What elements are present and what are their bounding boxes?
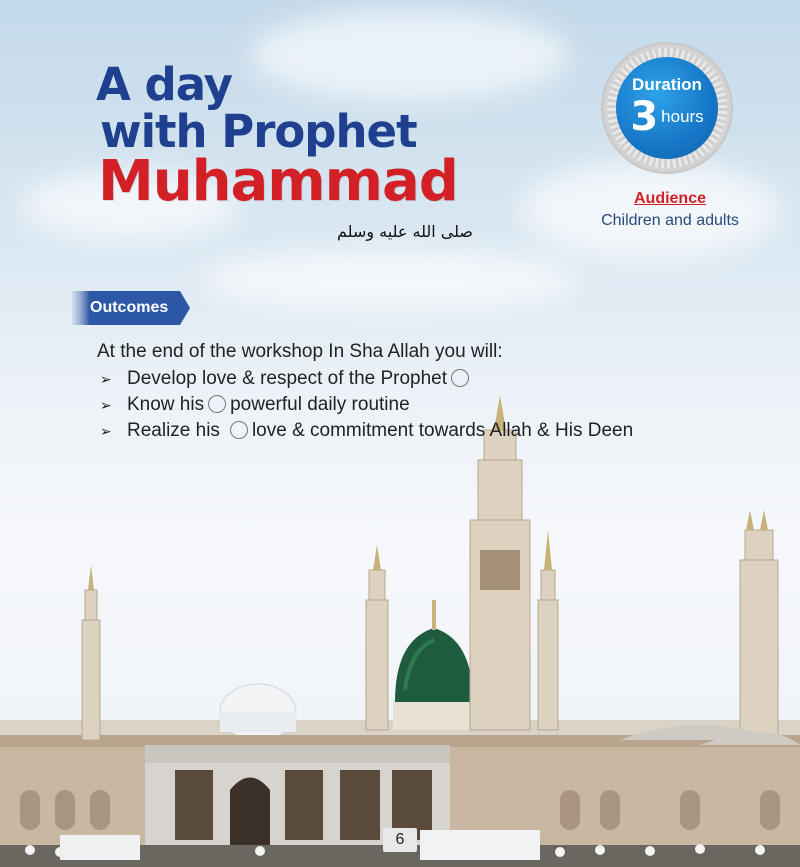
outcomes-list bbox=[100, 366, 633, 444]
outcome-text: Realize his bbox=[127, 420, 220, 441]
salawat-symbol-icon bbox=[230, 421, 248, 439]
outcomes-tab-label: Outcomes bbox=[90, 299, 169, 316]
outcome-text: Know his bbox=[127, 394, 205, 415]
list-item bbox=[100, 418, 633, 444]
arrow-bullet-icon: ➢ bbox=[100, 370, 112, 387]
workshop-title bbox=[96, 58, 458, 214]
list-item bbox=[100, 366, 633, 392]
outcome-text: Develop love & respect of the Prophet bbox=[127, 368, 448, 389]
salawat-symbol-icon bbox=[208, 395, 226, 413]
audience-heading: Audience bbox=[633, 190, 706, 207]
duration-label: Duration bbox=[632, 75, 702, 94]
salawat-symbol-icon bbox=[451, 369, 469, 387]
arrow-bullet-icon: ➢ bbox=[100, 396, 112, 413]
duration-badge bbox=[601, 42, 733, 174]
outcomes-tab bbox=[72, 291, 196, 325]
list-item bbox=[100, 392, 633, 418]
page-number: 6 bbox=[383, 828, 417, 852]
duration-number: 3 bbox=[630, 94, 659, 140]
audience-text: Children and adults bbox=[601, 212, 739, 229]
badge-inner-circle bbox=[616, 57, 718, 159]
outcome-text-cont: love & commitment towards Allah & His Deen bbox=[251, 420, 634, 441]
arrow-bullet-icon: ➢ bbox=[100, 422, 112, 439]
arabic-salutation: صلى الله عليه وسلم bbox=[337, 222, 473, 241]
title-line-2: with Prophet bbox=[100, 105, 417, 158]
title-line-3: Muhammad bbox=[98, 149, 458, 214]
duration-unit: hours bbox=[661, 107, 704, 126]
outcome-text-cont: powerful daily routine bbox=[230, 394, 410, 415]
title-line-1: A day bbox=[96, 58, 233, 111]
outcomes-intro: At the end of the workshop In Sha Allah you will: bbox=[97, 341, 503, 362]
